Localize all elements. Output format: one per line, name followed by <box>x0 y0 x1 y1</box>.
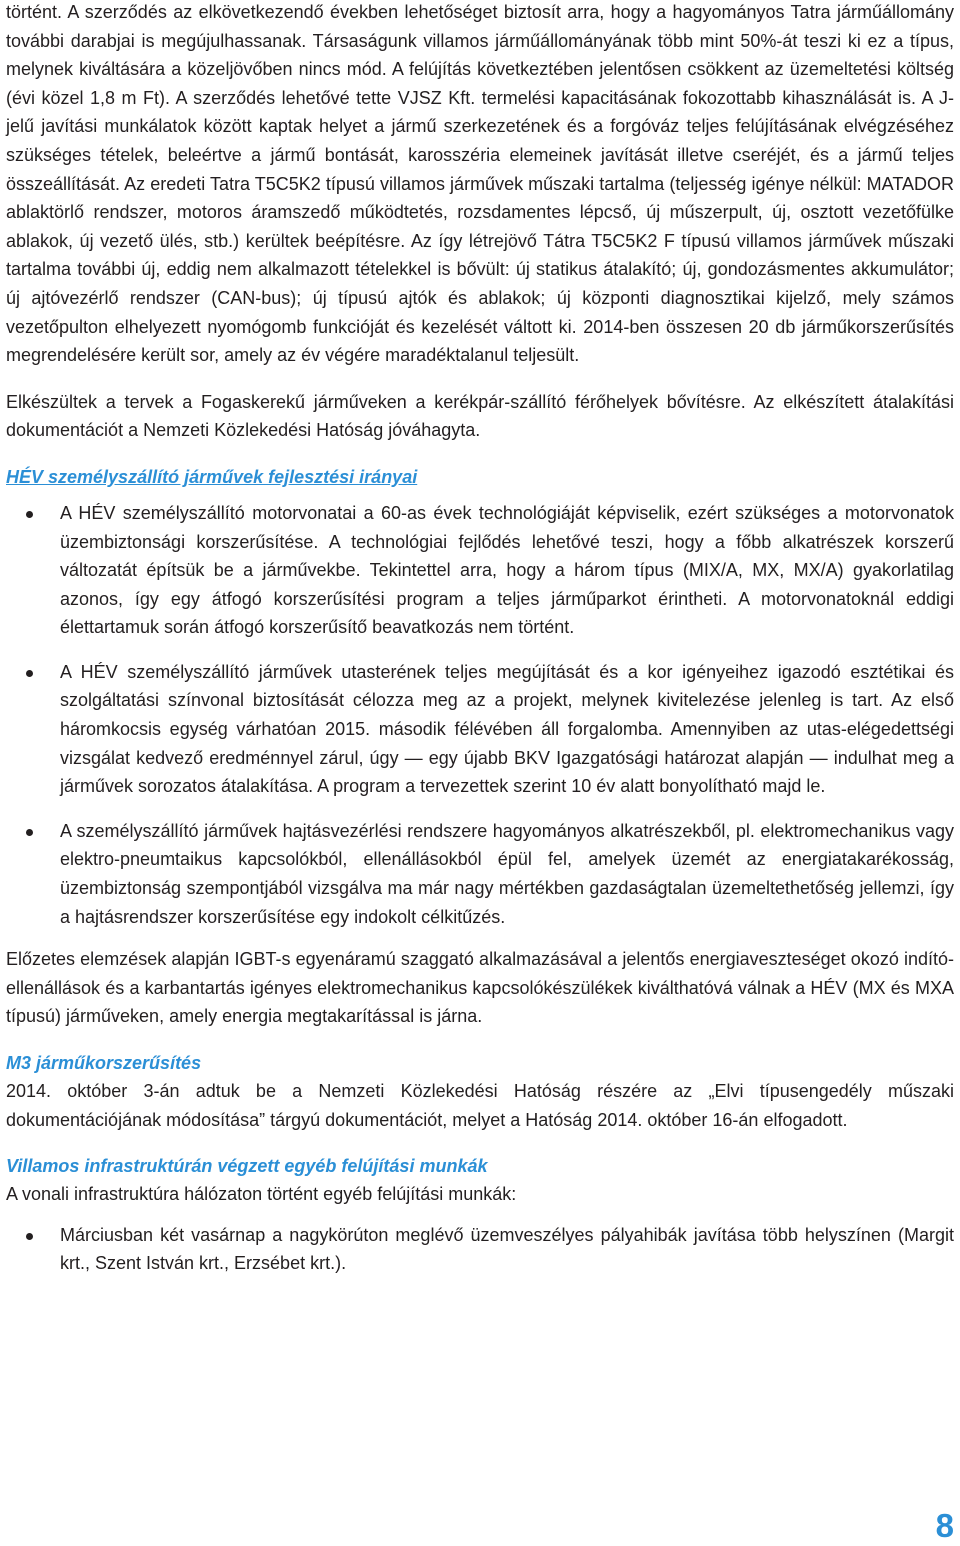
page-number: 8 <box>935 1507 954 1544</box>
bullet-icon <box>26 829 33 836</box>
paragraph-infrastructure-intro: A vonali infrastruktúra hálózaton történt egyéb felújítási munkák: <box>6 1184 517 1205</box>
paragraph-igbt-analysis: Előzetes elemzések alapján IGBT-s egyenáramú szaggató alkalmazásával a jelentős energiaveszteséget okozó indító-ellenállások és a karbantartás igényes elektromechanikus kapcsolókészülékek kiválthatóvá válnak a HÉV (MX és MXA típusú) járműveken, amely energia megtakarítással is járna. <box>6 949 954 1027</box>
bullet-icon <box>26 670 33 677</box>
bullet-icon <box>26 511 33 518</box>
list-item <box>6 1221 954 1278</box>
infra-bullet-list <box>6 1221 954 1278</box>
list-item-text: Márciusban két vasárnap a nagykörúton meglévő üzemveszélyes pályahibák javítása több helyszínen (Margit krt., Szent István krt., Erzsébet krt.). <box>60 1224 954 1274</box>
list-item <box>6 499 954 642</box>
paragraph-tatra-renovation: történt. A szerződés az elkövetkezendő években lehetőséget biztosít arra, hogy a hagyományos Tatra járműállomány további darabjai is megújulhassanak. Társaságunk villamos járműállományának több mint 50%-át teszi ki ez a típus, melynek kiváltására a közeljövőben nincs mód. A felújítás következtében jelentősen csökkent az üzemeltetési költség (évi közel 1,8 m Ft). A szerződés lehetővé tette VJSZ Kft. termelési kapacitásának fokozottabb kihasználását is. A J-jelű javítási munkálatok között kaptak helyet a jármű szerkezetének és a forgóváz teljes felújításának elvégzéséhez szükséges tételek, beleértve a jármű bontását, karosszéria elemeinek javítását illetve cseréjét, és a jármű teljes összeállítását. Az eredeti Tatra T5C5K2 típusú villamos járművek műszaki tartalma (teljesség igénye nélkül: MATADOR ablaktörlő rendszer, motoros áramszedő működtetés, rozsdamentes lépcső, új műszerpult, új, osztott vezetőfülke ablakok, új vezető ülés, stb.) kerültek beépítésre. Az így létrejövő Tátra T5C5K2 F típusú villamos járművek műszaki tartalma további új, eddig nem alkalmazott tételekkel is bővült: új statikus átalakító; új, gondozásmentes akkumulátor; új ajtóvezérlő rendszer (CAN-bus); új típusú ajtók és ablakok; új központi diagnosztikai kijelző, mely számos vezetőpulton elhelyezett nyomógomb funkcióját és kezelését váltott ki. 2014-ben összesen 20 db járműkorszerűsítés megrendelésére került sor, amely az év végére maradéktalanul teljesült. <box>6 2 954 366</box>
paragraph-cogwheel-plans: Elkészültek a tervek a Fogaskerekű járműveken a kerékpár-szállító férőhelyek bővítésre. Az elkészített átalakítási dokumentációt a Nemzeti Közlekedési Hatóság jóváhagyta. <box>6 391 954 441</box>
bullet-icon <box>26 1233 33 1240</box>
document-page <box>6 0 954 1278</box>
hev-bullet-list <box>6 499 954 931</box>
paragraph-m3-submission: 2014. október 3-án adtuk be a Nemzeti Közlekedési Hatóság részére az „Elvi típusengedély műszaki dokumentációjának módosítása” tárgyú dokumentációt, melyet a Hatóság 2014. október 16-án elfogadott. <box>6 1081 954 1130</box>
list-item <box>6 658 954 801</box>
heading-hev-development: HÉV személyszállító járművek fejlesztési irányai <box>6 466 418 487</box>
list-item-text: A HÉV személyszállító járművek utasterének teljes megújítását és a kor igényeihez igazodó esztétikai és szolgáltatási színvonal biztosítását célozza meg az a projekt, melynek kivitelezése jelenleg is tart. Az első háromkocsis egység várhatóan 2015. második félévében áll forgalomba. Amennyiben az utas-elégedettségi vizsgálat kedvező eredménnyel zárul, úgy — egy újabb BKV Igazgatósági határozat alapján — indulhat meg a járművek sorozatos átalakítása. A program a tervezettek szerint 10 év alatt bonyolítható majd le. <box>60 661 954 797</box>
list-item-text: A személyszállító járművek hajtásvezérlési rendszere hagyományos alkatrészekből, pl. elektromechanikus vagy elektro-pneumtaikus kapcsolókból, ellenállásokból épül fel, amelyek üzemét az energiatakarékosság, üzembiztonság szempontjából vizsgálva ma már nagy mértékben gazdaságtalan üzemeltethetőség jellemzi, így a hajtásrendszer korszerűsítése egy indokolt célkitűzés. <box>60 820 954 927</box>
heading-m3-modernization: M3 járműkorszerűsítés <box>6 1053 202 1073</box>
list-item-text: A HÉV személyszállító motorvonatai a 60-as évek technológiáját képviselik, ezért szükséges a motorvonatok üzembiztonsági korszerűsítése. A technológiai fejlődés lehetővé teszi, hogy a főbb alkatrészek korszerű változatát építsük be a járművekbe. Tekintettel arra, hogy a három típus (MIX/A, MX, MX/A) gyakorlatilag azonos, így egy átfogó korszerűsítési program a teljes járműparkot érintheti. A motorvonatoknál eddigi élettartamuk során átfogó korszerűsítő beavatkozás nem történt. <box>60 502 954 638</box>
list-item <box>6 817 954 931</box>
heading-tram-infrastructure: Villamos infrastruktúrán végzett egyéb felújítási munkák <box>6 1156 488 1177</box>
